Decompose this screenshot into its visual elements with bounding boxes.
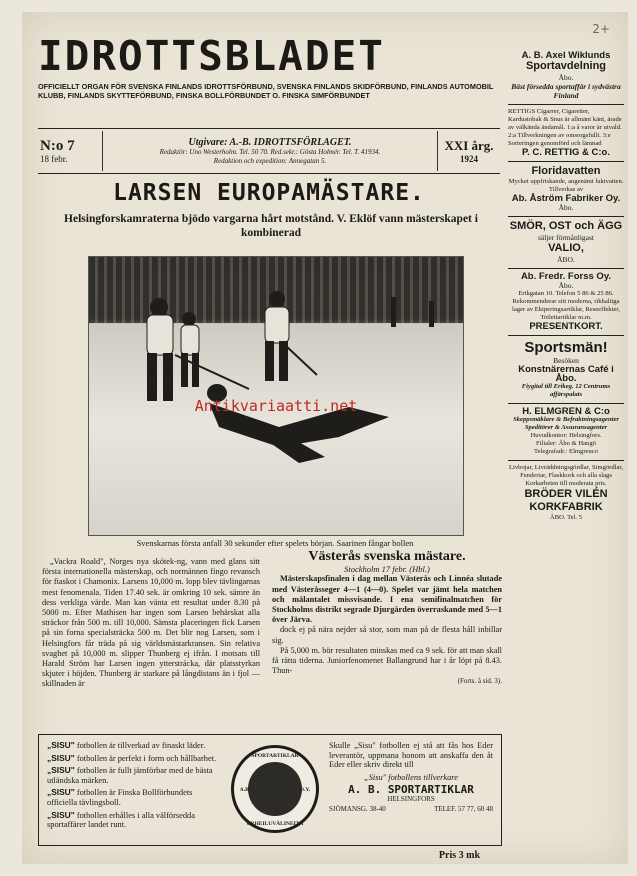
issue-bar: [38, 128, 500, 174]
issue-price: Pris 3 mk: [438, 850, 480, 861]
article-lead: Mästerskapsfinalen i dag mellan Västerås och Linnéa slutade med Västeråsseger 4—1 (4—0). Spelet var jämt hela matchen och målantalet missvisande. I ena semifinalmatchen för Stockholms distrikt segrade Djurgården överraskande med 5—1 över Järva.: [272, 574, 502, 625]
pencil-mark: 2+: [592, 22, 610, 36]
continued-note: (Forts. å sid. 3).: [457, 677, 502, 686]
headline: LARSEN EUROPAMÄSTARE.: [113, 180, 425, 206]
ad-sportsman: Sportsmän! Besöken Konstnärernas Café i Åbo. Fiygital till Erikeg. 12 Centrums affärspalats: [508, 336, 624, 404]
ad-rettig: RETTIGS Cigarrer, Cigaretter, Kardustobak & Snus är allmänt känt, ärade av välkända ändamål. 1:a å varor är utvald. 2:a Tillverkningen av omsorgsfullt. 3:e Sorteringen genomförd och lämnad P. C. RETTIG & C:o.: [508, 105, 624, 162]
masthead: [38, 34, 500, 100]
article-vasteras: [272, 549, 502, 687]
year: 1924: [460, 154, 478, 164]
sisu-claims: [47, 741, 217, 833]
sportartiklar-emblem: SPORTARTIKLAR A.B. O.Y. URHEILUVÄLINEITÄ: [231, 745, 319, 833]
article-paragraph: dock ej på nära nejder så stor, som man på de flesta håll inbillar sig.: [272, 625, 502, 645]
editors: Redaktör: Uno Westerholm. Tel. 50 70. Red.sekr.: Gösta Holmér. Tel. T. 41934.: [159, 147, 381, 156]
volume-box: [438, 138, 500, 164]
ad-vilen: Livbojar, Livräddningsgördlar, Simgördlar, Fendertar, Flaskkork och alla slags Korkarbeten till moderata pris. BRÖDER VILÉN KORKFABRIK ÅBO. Tel. 5: [508, 464, 624, 521]
article-dateline: Stockholm 17 febr. (Hbl.): [344, 564, 430, 575]
article-paragraph: „Vackra Roald", Norges nya skötek-ng, vann med glans sitt första internationella mästerskap, och normännen fingo revansch för fiaskot i Chamonix. Larsens 10,000 m. lopp blev tävlingarnas mest fenomenala. Tiden 17.40 sek. är omkring 10 sek. sämre än dess verkliga värde. Man kan vänta ett resultat under 8.30 på 5000 m. Efter Mathisen har ingen som Larsen behärskat alla sträckor från 500 m. till 10,000. Sämsta placeringen fick Larsen på sin forna specialsträcka 500 m. Det blir nog Larsen, som i Helsingfors får träda på sig världsmästarkransen. Sin relativa svaghet på 10,000 m. slipper Thunberg ej ifrån. I motsats till Harald Ström har Larsen ingen ytterstrácka, där platsstyrkan skjuter i höjden. Thunberg är starkare på långdistans än i fjol — skillnaden är: [42, 557, 260, 689]
publisher: Utgivare: A.-B. IDROTTSFÖRLAGET.: [188, 136, 352, 148]
advert-column: [508, 48, 624, 526]
photo-caption: Svenskarnas första anfall 30 sekunder efter spelets början. Saarinen fångar bollen: [136, 538, 414, 548]
sisu-claim: „SISU" fotbollen erhålles i alla välförsedda sportaffärer landet runt.: [47, 809, 195, 830]
sisu-order-info: Skulle „Sisu" fotbollen ej stå att fås hos Eder leverantör, uppmana honom att anskaffa den åt Eder eller skriv direkt till „Sisu" fotbollens tillverkare A. B. SPORTARTIKLAR HELSINGFORS SJÖMANSG. 38-40 TELEF. 57 77, 60 48: [329, 741, 493, 813]
sisu-claim: „SISU" fotbollen är perfekt i form och hållbarhet.: [47, 752, 217, 763]
office: Redaktion och expedition: Annegatan 5.: [213, 156, 327, 165]
article-heading: Västerås svenska mästare.: [308, 549, 466, 564]
ad-valio: SMÖR, OST och ÄGG säljer förmånligast VALIO, ÅBO.: [508, 217, 624, 269]
bandy-match-photo: [88, 256, 464, 536]
sisu-football-ad: [38, 734, 502, 846]
newspaper-page: [22, 12, 628, 864]
issue-number-box: [38, 138, 102, 164]
player-silhouettes: [89, 257, 463, 535]
sisu-claim: „SISU" fotbollen är tillverkad av finaskt läder.: [47, 740, 206, 750]
newspaper-subtitle: OFFICIELLT ORGAN FÖR SVENSKA FINLANDS IDROTTSFÖRBUND, SVENSKA FINLANDS SKIDFÖRBUND, FINLANDS AUTOMOBIL KLUBB, FINLANDS SKYTTEFÖRBUND, FINSKA BOLLFÖRBUNDET O. FINSKA SIMFÖRBUNDET: [38, 82, 494, 100]
subheadline: Helsingforskamraterna bjödo vargarna hårt motstånd. V. Eklöf vann mästerskapet i kombinerad: [64, 213, 478, 239]
volume: XXI årg.: [444, 138, 494, 153]
watermark-text: Antikvariaatti.net: [194, 397, 358, 415]
ad-elmgren: H. ELMGREN & C:o Skeppsmäklare & Befraktningsagenter Speditörer & Assuransagenter Huvudkontor: Helsingfors. Filialer: Åbo & Hangö Telegrafadr.: Elmgrenco: [508, 404, 624, 461]
ad-forss: Ab. Fredr. Forss Oy. Åbo. Erikgatan 10. Telefon 5 86 & 25 86. Rekommenderar sitt moderna, rikhaltiga lager av Ekiperingsartiklar, Reseeffekter, Toilettartiklar m.m. PRESENTKORT.: [508, 269, 624, 336]
newspaper-title: IDROTTSBLADET: [38, 32, 385, 80]
issue-date: 18 febr.: [40, 154, 68, 164]
article-paragraph: På 5,000 m. bör resultaten minskas med ca 9 sek. för att man skall få rätta tiderna. Juniorfenomenet Ballangrund har i år löpt på 8.43. Thun-: [272, 645, 502, 676]
ad-floridavatten: Floridavatten Mycket uppfriskande, angenämt luktvatten. Tillverkas av Ab. Åström Fabriker Oy. Åbo.: [508, 162, 624, 217]
publisher-box: [102, 131, 438, 171]
article-larsen: [42, 557, 260, 690]
issue-number: N:o 7: [40, 138, 75, 154]
sisu-claim: „SISU" fotbollen är fullt jämförbar med de bästa utländska märken.: [47, 765, 213, 785]
sisu-claim: „SISU" fotbollen är Finska Bollförbundets officiella tävlingsboll.: [47, 787, 193, 807]
ad-wiklund: A. B. Axel Wiklunds Sportavdelning Åbo. Bäst försedda sportaffär i sydvästra Finland: [508, 48, 624, 105]
